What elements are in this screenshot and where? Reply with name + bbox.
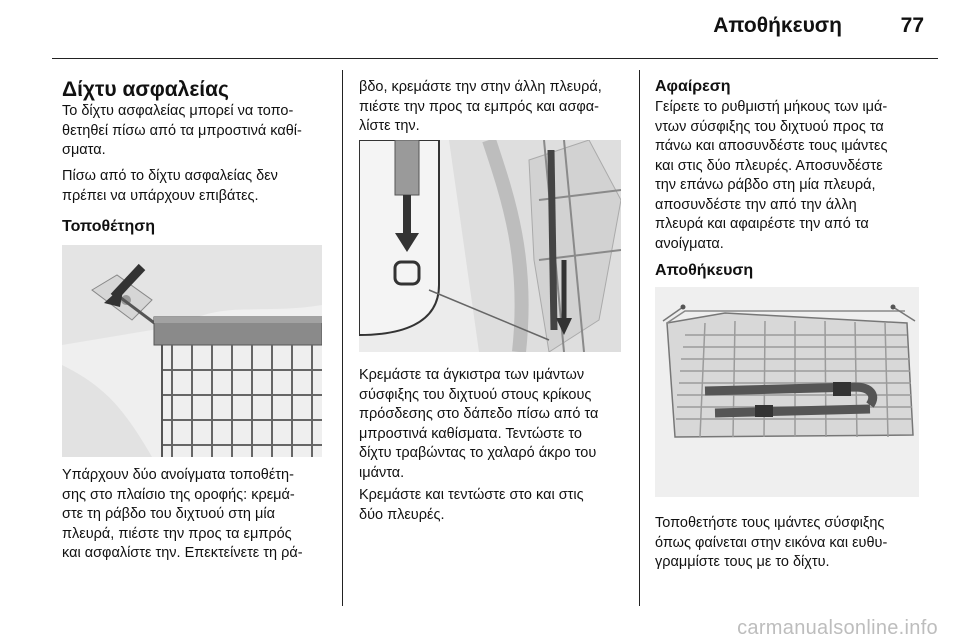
- text-line: και στις δύο πλευρές. Αποσυνδέστε: [655, 157, 883, 174]
- text-line: πιέστε την προς τα εμπρός και ασφα-: [359, 98, 600, 115]
- text-line: πρόσδεσης στο δάπεδο πίσω από τα: [359, 406, 599, 422]
- text-line: σματα.: [62, 142, 106, 158]
- subheading-storage: Αποθήκευση: [655, 262, 754, 279]
- text-line: ιμάντα.: [359, 464, 405, 481]
- col1-para2: [62, 167, 328, 206]
- text-line: σύσφιξης του διχτυού στους κρίκους: [359, 386, 592, 403]
- text-line: βδο, κρεμάστε την στην άλλη πλευρά,: [359, 79, 602, 95]
- figure-net-mounting-illustration: [62, 245, 322, 457]
- text-line: δύο πλευρές.: [359, 506, 445, 523]
- text-line: Πίσω από το δίχτυ ασφαλείας δεν: [62, 168, 278, 184]
- text-line: και ασφαλίστε την. Επεκτείνετε τη ρά-: [62, 545, 303, 561]
- text-line: γραμμίστε τους με το δίχτυ.: [655, 554, 830, 570]
- text-line: αποσυνδέστε την από την άλλη: [655, 196, 857, 213]
- text-line: Κρεμάστε τα άγκιστρα των ιμάντων: [359, 367, 585, 383]
- text-line: Γείρετε το ρυθμιστή μήκους των ιμά-: [655, 99, 888, 115]
- text-line: δίχτυ τραβώντας το χαλαρό άκρο του: [359, 445, 597, 461]
- text-line: λίστε την.: [359, 118, 420, 134]
- col1-para1: [62, 102, 328, 161]
- figure-net-storage: [655, 287, 919, 497]
- figure-strap-hook: [359, 140, 621, 352]
- text-line: όπως φαίνεται στην εικόνα και ευθυ-: [655, 534, 888, 551]
- running-header-title: Αποθήκευση: [713, 14, 842, 37]
- col1-para3: [62, 466, 328, 564]
- figure-strap-hook-illustration: [359, 140, 621, 352]
- text-line: μπροστινά καθίσματα. Τεντώστε το: [359, 425, 582, 442]
- figure-net-storage-illustration: [655, 287, 919, 497]
- column-divider-1: [342, 70, 343, 606]
- text-line: Το δίχτυ ασφαλείας μπορεί να τοπο-: [62, 103, 294, 119]
- text-line: πλευρά και αφαιρέστε την από τα: [655, 216, 869, 232]
- text-line: Κρεμάστε και τεντώστε στο και στις: [359, 487, 584, 503]
- col3-para1: [655, 98, 925, 254]
- watermark: carmanualsonline.info: [737, 617, 938, 639]
- text-line: την επάνω ράβδο στη μία πλευρά,: [655, 177, 876, 193]
- text-line: πάνω και αποσυνδέστε τους ιμάντες: [655, 138, 888, 154]
- column-divider-2: [639, 70, 640, 606]
- figure-net-mounting: [62, 245, 322, 457]
- page-number: 77: [900, 14, 924, 37]
- text-line: ανοίγματα.: [655, 235, 724, 252]
- text-line: Υπάρχουν δύο ανοίγματα τοποθέτη-: [62, 467, 294, 483]
- text-line: Τοποθετήστε τους ιμάντες σύσφιξης: [655, 515, 885, 531]
- subheading-removal: Αφαίρεση: [655, 78, 731, 95]
- text-line: θετηθεί πίσω από τα μπροστινά καθί-: [62, 122, 302, 139]
- text-line: ντων σύσφιξης του διχτυού προς τα: [655, 118, 884, 135]
- col2-para2: [359, 366, 627, 483]
- text-line: σης στο πλαίσιο της οροφής: κρεμά-: [62, 486, 295, 503]
- col2-para3: [359, 486, 627, 525]
- col3-para2: [655, 514, 925, 573]
- text-line: στε τη ράβδο του διχτυού στη μία: [62, 506, 275, 522]
- text-line: πρέπει να υπάρχουν επιβάτες.: [62, 187, 259, 204]
- header-divider: [52, 58, 938, 59]
- section-heading-safety-net: Δίχτυ ασφαλείας: [62, 78, 229, 101]
- subheading-installation: Τοποθέτηση: [62, 218, 155, 235]
- text-line: πλευρά, πιέστε την προς τα εμπρός: [62, 525, 292, 542]
- col2-para1: [359, 78, 627, 137]
